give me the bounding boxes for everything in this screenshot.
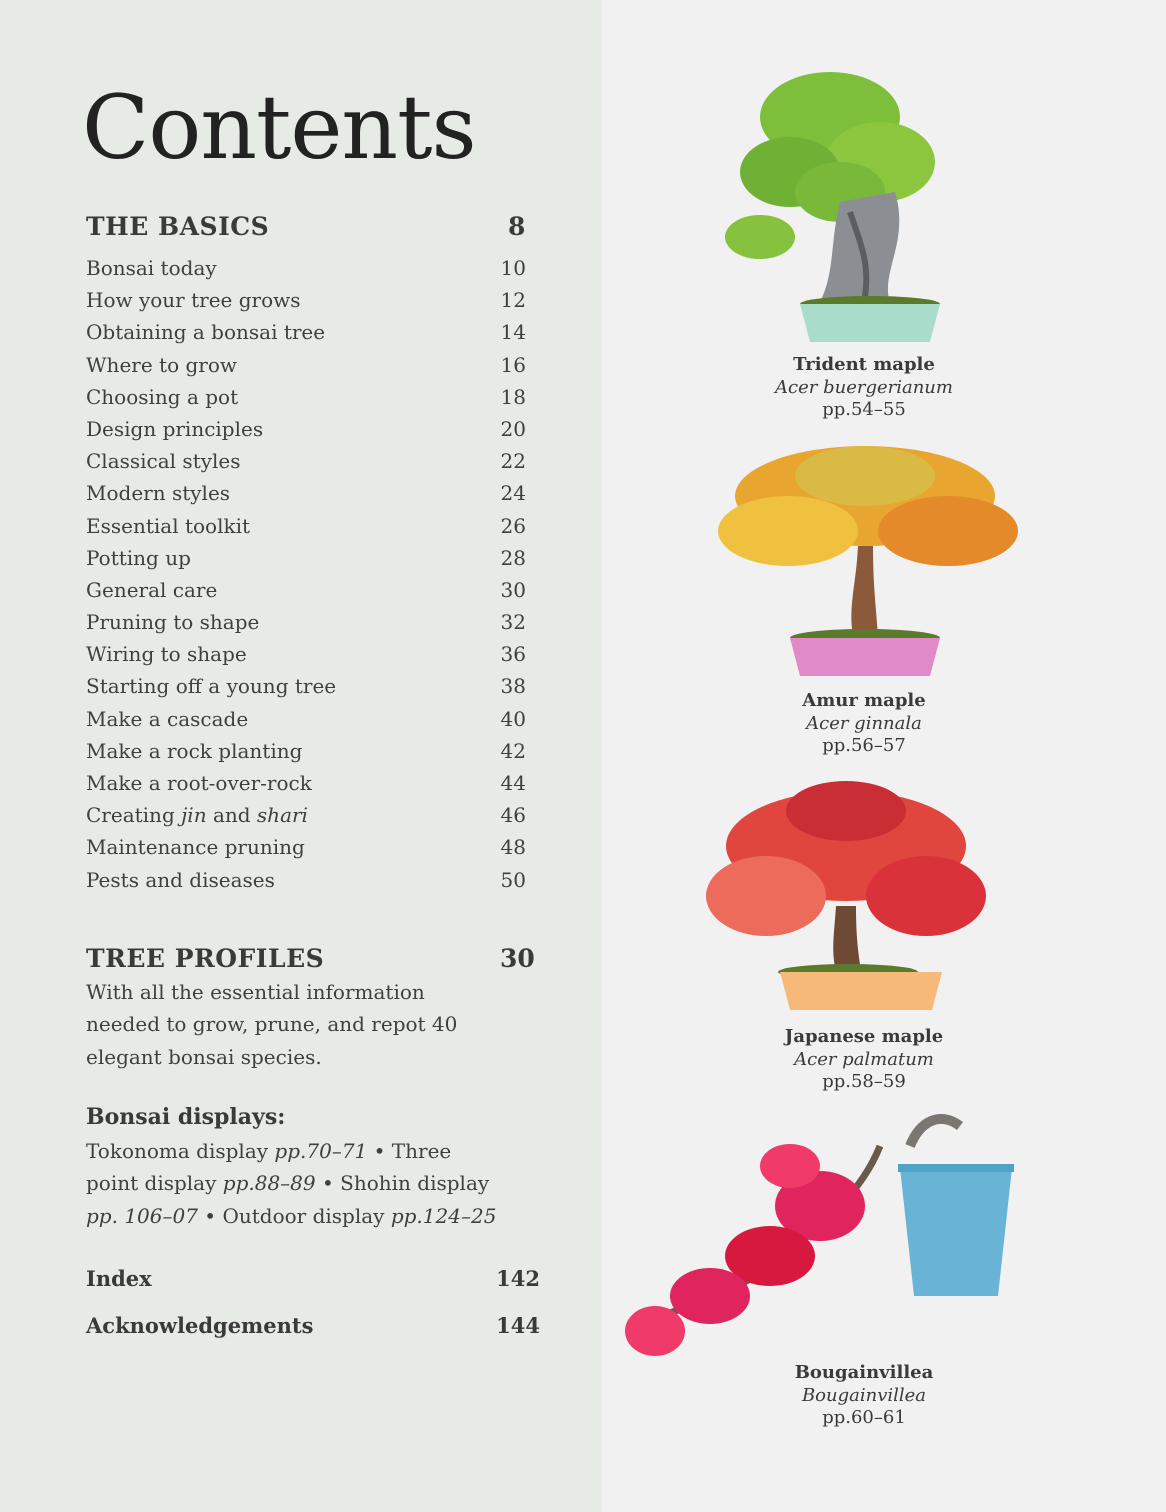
trunk: [833, 906, 861, 971]
toc-item[interactable]: [86, 288, 526, 320]
trunk: [851, 546, 878, 636]
toc-item[interactable]: [86, 256, 526, 288]
toc-item-page: 22: [500, 449, 526, 474]
toc-item[interactable]: [86, 320, 526, 352]
toc-item-label: Starting off a young tree: [86, 674, 337, 699]
tree-common-name: Bougainvillea: [794, 1362, 934, 1383]
toc-item-page: 10: [500, 256, 526, 280]
profiles-description: With all the essential information needed to grow, prune, and repot 40 elegant bonsai species.: [86, 980, 458, 1069]
acknowledgements-label: Acknowledgements: [86, 1313, 314, 1338]
acknowledgements-entry[interactable]: [86, 1313, 540, 1338]
toc-item-label: Make a rock planting: [86, 738, 303, 763]
toc-item-page: 32: [500, 610, 526, 635]
toc-item-page: 24: [500, 481, 526, 506]
tree-caption-japanese: [734, 1026, 994, 1094]
tree-caption-trident: [734, 354, 994, 422]
toc-item[interactable]: [86, 353, 526, 385]
tree-pages[interactable]: pp.54–55: [822, 399, 906, 420]
toc-item[interactable]: [86, 385, 526, 417]
foliage: [625, 1144, 865, 1356]
toc-item-page: 20: [500, 416, 526, 441]
tree-latin-name: Acer palmatum: [794, 1048, 934, 1070]
toc-item-page: 14: [500, 320, 526, 345]
amur-maple-image: [708, 436, 1022, 684]
bougainvillea-image: [620, 1106, 1016, 1376]
display-shohin: • Shohin display: [315, 1171, 490, 1196]
toc-item[interactable]: [86, 514, 526, 546]
toc-item-label: Bonsai today: [86, 256, 217, 280]
tree-pages[interactable]: pp.58–59: [822, 1071, 906, 1092]
index-label: Index: [86, 1266, 152, 1291]
tree-caption-bougainvillea: [734, 1362, 994, 1430]
toc-item-page: 46: [500, 803, 526, 828]
toc-item-label-italic: shari: [256, 803, 308, 828]
index-page: 142: [496, 1266, 540, 1291]
toc-item-label-text: and: [206, 803, 257, 828]
toc-item-page: 38: [500, 674, 526, 699]
foliage: [725, 72, 935, 259]
tree-latin-name: Acer buergerianum: [775, 376, 953, 398]
pot: [780, 972, 942, 1010]
toc-item[interactable]: [86, 771, 526, 803]
toc-item[interactable]: [86, 803, 526, 835]
toc-item-label: How your tree grows: [86, 288, 301, 313]
display-shohin-pages[interactable]: pp. 106–07: [86, 1203, 198, 1228]
toc-item-label: Classical styles: [86, 449, 241, 474]
toc-item[interactable]: [86, 642, 526, 674]
toc-item[interactable]: [86, 868, 526, 900]
toc-item-page: 12: [500, 288, 526, 313]
toc-item-label: Modern styles: [86, 481, 231, 506]
tree-latin-name: Bougainvillea: [801, 1384, 927, 1406]
section-page-profiles: 30: [500, 944, 535, 973]
toc-item-label: Pests and diseases: [86, 867, 275, 892]
toc-item[interactable]: [86, 578, 526, 610]
toc-item[interactable]: [86, 546, 526, 578]
pot: [900, 1168, 1012, 1296]
display-tokonoma-pages[interactable]: pp.70–71: [274, 1139, 368, 1163]
section-heading-basics: THE BASICS: [86, 212, 270, 241]
toc-item-label: Make a root-over-rock: [86, 771, 312, 795]
toc-item-page: 26: [500, 513, 526, 538]
toc-item-label: Obtaining a bonsai tree: [86, 320, 326, 345]
toc-item-label: Potting up: [86, 545, 191, 570]
tree-pages[interactable]: pp.60–61: [822, 1407, 906, 1428]
display-tokonoma: Tokonoma display: [86, 1139, 275, 1163]
tree-latin-name: Acer ginnala: [806, 712, 922, 734]
toc-item-page: 16: [500, 352, 526, 377]
toc-item[interactable]: [86, 835, 526, 867]
toc-item-label: [86, 803, 308, 827]
tree-common-name: Trident maple: [793, 354, 935, 375]
display-outdoor-pages[interactable]: pp.124–25: [390, 1203, 497, 1228]
toc-item[interactable]: [86, 674, 526, 706]
toc-item-label: Make a cascade: [86, 706, 249, 731]
toc-item-page: 48: [500, 835, 526, 860]
pot: [790, 638, 940, 676]
display-outdoor: • Outdoor display: [197, 1203, 391, 1228]
page-title: Contents: [82, 76, 476, 179]
toc-item[interactable]: [86, 417, 526, 449]
acknowledgements-page: 144: [496, 1313, 540, 1338]
toc-item-label-italic: jin: [181, 803, 207, 828]
toc-item-label: Choosing a pot: [86, 384, 239, 409]
toc-item-page: 44: [500, 771, 526, 795]
japanese-maple-image: [696, 776, 996, 1016]
index-entry[interactable]: [86, 1266, 540, 1291]
display-three-point-pages[interactable]: pp.88–89: [222, 1171, 316, 1196]
toc-item[interactable]: [86, 481, 526, 513]
toc-item[interactable]: [86, 739, 526, 771]
toc-item[interactable]: [86, 610, 526, 642]
toc-item-label-text: Creating: [86, 803, 175, 828]
toc-item-label: Pruning to shape: [86, 610, 260, 635]
tree-caption-amur: [734, 690, 994, 758]
toc-item-page: 42: [500, 738, 526, 763]
displays-text: [86, 1135, 506, 1232]
section-page-basics: 8: [508, 212, 526, 241]
display-three-point: • Three point display: [86, 1139, 452, 1196]
tree-pages[interactable]: pp.56–57: [822, 735, 906, 756]
toc-item-label: Wiring to shape: [86, 642, 247, 667]
toc-item[interactable]: [86, 449, 526, 481]
toc-item-label: Maintenance pruning: [86, 835, 305, 860]
displays-heading: Bonsai displays:: [86, 1104, 286, 1130]
toc-item-page: 50: [500, 867, 526, 892]
toc-item-label: Essential toolkit: [86, 513, 251, 538]
trident-maple-image: [720, 62, 950, 352]
tree-common-name: Japanese maple: [784, 1026, 944, 1047]
toc-item-label: General care: [86, 577, 218, 602]
section-heading-profiles: TREE PROFILES: [86, 944, 325, 973]
toc-item-label: Design principles: [86, 416, 264, 441]
pot: [800, 304, 940, 342]
toc-item-page: 36: [500, 642, 526, 667]
toc-item-page: 30: [500, 577, 526, 602]
toc-item-page: 28: [500, 545, 526, 570]
toc-item-label: Where to grow: [86, 352, 237, 377]
toc-item[interactable]: [86, 707, 526, 739]
tree-common-name: Amur maple: [802, 690, 926, 711]
basics-toc-list: [86, 256, 526, 900]
toc-item-page: 40: [500, 706, 526, 731]
toc-item-page: 18: [500, 384, 526, 409]
